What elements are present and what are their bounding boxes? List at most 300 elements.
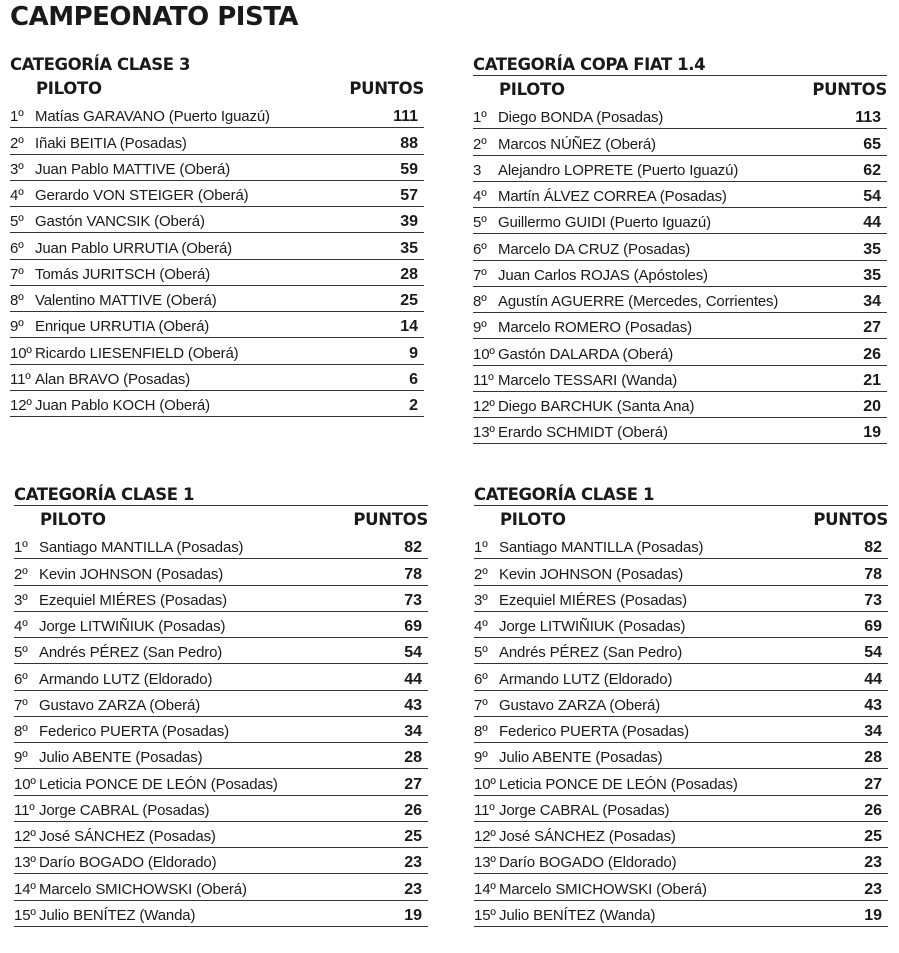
points: 19 xyxy=(864,906,882,924)
points: 59 xyxy=(400,160,418,178)
pilot-name: Agustín AGUERRE (Mercedes, Corrientes) xyxy=(498,293,779,310)
pilot-cell xyxy=(474,854,676,872)
pilot-cell xyxy=(474,776,738,794)
pilot-name: Gustavo ZARZA (Oberá) xyxy=(39,696,201,714)
pilot-cell xyxy=(10,213,205,231)
position: 15º xyxy=(14,906,36,924)
pilot-name: Gastón DALARDA (Oberá) xyxy=(498,345,674,363)
points: 54 xyxy=(863,188,881,205)
pilot-cell xyxy=(14,539,243,557)
table-row xyxy=(10,260,424,286)
pilot-cell xyxy=(474,618,685,636)
pilot-name: Darío BOGADO (Eldorado) xyxy=(499,854,677,872)
position: 2º xyxy=(474,565,488,583)
pilot-name: Jorge CABRAL (Posadas) xyxy=(499,801,670,819)
table-row xyxy=(474,743,888,769)
position: 10º xyxy=(473,345,495,363)
pilot-name: Julio BENÍTEZ (Wanda) xyxy=(39,906,196,924)
pilot-name: Andrés PÉREZ (San Pedro) xyxy=(39,644,223,662)
pilot-name: Santiago MANTILLA (Posadas) xyxy=(499,539,704,557)
pilot-cell xyxy=(474,802,669,820)
pilot-name: Kevin JOHNSON (Posadas) xyxy=(499,565,684,583)
pilot-name: Julio ABENTE (Posadas) xyxy=(39,749,203,767)
position: 6º xyxy=(10,239,24,257)
pilot-cell xyxy=(474,592,687,610)
table-row xyxy=(10,207,424,233)
position: 5º xyxy=(14,644,28,662)
position: 11º xyxy=(473,371,494,389)
table-row xyxy=(14,559,428,585)
position: 9º xyxy=(474,749,488,767)
table-row xyxy=(474,559,888,585)
table-row xyxy=(14,638,428,664)
table-row xyxy=(14,612,428,638)
pilot-name: Enrique URRUTIA (Oberá) xyxy=(35,318,210,336)
pilot-name: Julio BENÍTEZ (Wanda) xyxy=(499,906,656,924)
header-points: PUNTOS xyxy=(813,510,888,529)
points: 44 xyxy=(864,670,882,688)
position: 7º xyxy=(473,266,487,284)
pilot-name: Armando LUTZ (Eldorado) xyxy=(39,670,213,688)
table-row xyxy=(474,848,888,874)
pilot-cell xyxy=(10,266,210,284)
position: 13º xyxy=(473,424,495,442)
position: 4º xyxy=(473,188,487,205)
table-row xyxy=(14,533,428,559)
pilot-cell xyxy=(14,854,216,872)
position: 5º xyxy=(10,213,24,231)
pilot-cell xyxy=(10,161,230,179)
pilot-name: Alejandro LOPRETE (Puerto Iguazú) xyxy=(498,161,739,179)
pilot-cell xyxy=(473,162,738,180)
points: 34 xyxy=(404,723,422,740)
pilot-cell xyxy=(10,135,187,153)
position: 10º xyxy=(474,775,496,793)
pilot-name: Gerardo VON STEIGER (Oberá) xyxy=(35,187,249,204)
points: 26 xyxy=(863,345,881,363)
pilot-name: Marcelo TESSARI (Wanda) xyxy=(498,371,678,389)
table-row xyxy=(474,586,888,612)
column-header xyxy=(473,76,887,103)
points: 43 xyxy=(864,696,882,714)
table-row xyxy=(473,392,887,418)
pilot-name: Marcelo DA CRUZ (Posadas) xyxy=(498,240,691,258)
position: 10º xyxy=(10,344,32,362)
pilot-cell xyxy=(473,346,673,364)
pilot-cell xyxy=(14,881,247,899)
pilot-cell xyxy=(10,108,270,126)
position: 3º xyxy=(474,591,488,609)
pilot-cell xyxy=(473,188,727,206)
pilot-cell xyxy=(473,109,663,127)
pilot-name: José SÁNCHEZ (Posadas) xyxy=(39,828,216,845)
pilot-name: Andrés PÉREZ (San Pedro) xyxy=(499,644,683,662)
position: 1º xyxy=(10,108,24,126)
points: 23 xyxy=(864,880,882,898)
table-row xyxy=(473,208,887,234)
points: 69 xyxy=(404,618,422,635)
table-row xyxy=(474,901,888,927)
pilot-name: Ezequiel MIÉRES (Posadas) xyxy=(499,591,687,609)
table-row xyxy=(473,339,887,365)
points: 27 xyxy=(864,775,882,793)
position: 6º xyxy=(14,670,28,688)
pilot-name: Guillermo GUIDI (Puerto Iguazú) xyxy=(498,214,711,232)
table-row xyxy=(473,418,887,444)
points: 25 xyxy=(400,292,418,309)
pilot-cell xyxy=(14,566,223,584)
table-row xyxy=(14,901,428,927)
table-row xyxy=(10,102,424,128)
pilot-name: Federico PUERTA (Posadas) xyxy=(499,723,689,740)
pilot-name: Martín ÁLVEZ CORREA (Posadas) xyxy=(498,188,727,205)
position: 9º xyxy=(10,318,24,336)
pilot-name: Juan Pablo URRUTIA (Oberá) xyxy=(35,239,233,257)
position: 4º xyxy=(474,618,488,635)
pilot-name: Santiago MANTILLA (Posadas) xyxy=(39,539,244,557)
pilot-cell xyxy=(14,828,216,846)
pilot-name: Federico PUERTA (Posadas) xyxy=(39,723,229,740)
pilot-cell xyxy=(474,697,660,715)
points: 82 xyxy=(404,539,422,557)
pilot-cell xyxy=(10,292,217,310)
table-row xyxy=(14,848,428,874)
table-row xyxy=(14,586,428,612)
points: 26 xyxy=(864,801,882,819)
position: 1º xyxy=(473,109,487,127)
points: 35 xyxy=(863,240,881,258)
pilot-cell xyxy=(474,644,682,662)
position: 6º xyxy=(474,670,488,688)
column-header xyxy=(474,506,888,533)
position: 13º xyxy=(474,854,496,872)
points: 28 xyxy=(400,265,418,283)
header-pilot: PILOTO xyxy=(40,510,106,529)
points: 35 xyxy=(863,266,881,284)
table-row xyxy=(14,796,428,822)
points: 54 xyxy=(404,644,422,662)
table-row xyxy=(14,664,428,690)
pilot-name: Kevin JOHNSON (Posadas) xyxy=(39,565,224,583)
pilot-cell xyxy=(14,907,195,925)
points: 73 xyxy=(864,591,882,609)
points: 2 xyxy=(409,397,418,414)
position: 12º xyxy=(474,828,496,845)
pilot-cell xyxy=(473,136,656,154)
position: 4º xyxy=(10,187,24,204)
pilot-cell xyxy=(474,881,707,899)
pilot-name: Juan Pablo MATTIVE (Oberá) xyxy=(35,160,231,178)
table-row xyxy=(10,155,424,181)
points: 88 xyxy=(400,134,418,152)
position: 3 xyxy=(473,161,482,179)
pilot-cell xyxy=(14,697,200,715)
position: 14º xyxy=(474,880,496,898)
points: 43 xyxy=(404,696,422,714)
table-row xyxy=(473,287,887,313)
pilot-cell xyxy=(474,723,689,741)
table-row xyxy=(10,128,424,154)
pilot-name: Jorge LITWIÑIUK (Posadas) xyxy=(39,618,226,635)
pilot-cell xyxy=(10,397,210,415)
category-title: CATEGORÍA COPA FIAT 1.4 xyxy=(473,54,887,76)
position: 1º xyxy=(474,539,488,557)
position: 5º xyxy=(473,214,487,232)
pilot-cell xyxy=(14,723,229,741)
table-row xyxy=(10,233,424,259)
pilot-name: Marcelo SMICHOWSKI (Oberá) xyxy=(499,880,707,898)
position: 5º xyxy=(474,644,488,662)
points: 28 xyxy=(864,749,882,767)
pilot-name: José SÁNCHEZ (Posadas) xyxy=(499,828,676,845)
pilot-name: Armando LUTZ (Eldorado) xyxy=(499,670,673,688)
table-row xyxy=(14,717,428,743)
pilot-cell xyxy=(473,424,668,442)
pilot-cell xyxy=(10,371,190,389)
pilot-name: Erardo SCHMIDT (Oberá) xyxy=(498,424,668,442)
points: 27 xyxy=(863,319,881,337)
table-row xyxy=(10,312,424,338)
points: 113 xyxy=(855,109,881,127)
table-row xyxy=(474,717,888,743)
position: 8º xyxy=(473,293,487,310)
page-title: CAMPEONATO PISTA xyxy=(10,2,299,32)
table-row xyxy=(473,129,887,155)
points: 34 xyxy=(864,723,882,740)
table-row xyxy=(474,638,888,664)
pilot-name: Diego BARCHUK (Santa Ana) xyxy=(498,398,695,415)
pilot-name: Juan Pablo KOCH (Oberá) xyxy=(35,397,210,414)
header-pilot: PILOTO xyxy=(36,79,102,98)
position: 2º xyxy=(473,135,487,153)
points: 73 xyxy=(404,591,422,609)
pilot-name: Leticia PONCE DE LEÓN (Posadas) xyxy=(499,775,738,793)
table-row xyxy=(14,769,428,795)
category-title: CATEGORÍA CLASE 1 xyxy=(474,484,888,506)
pilot-cell xyxy=(474,749,662,767)
position: 8º xyxy=(14,723,28,740)
points: 26 xyxy=(404,801,422,819)
standings-list xyxy=(473,103,887,444)
points: 19 xyxy=(863,424,881,442)
header-points: PUNTOS xyxy=(349,79,424,98)
position: 2º xyxy=(14,565,28,583)
table-row xyxy=(474,533,888,559)
position: 7º xyxy=(474,696,488,714)
position: 4º xyxy=(14,618,28,635)
points: 9 xyxy=(409,344,418,362)
pilot-cell xyxy=(473,267,708,285)
header-pilot: PILOTO xyxy=(500,510,566,529)
table-row xyxy=(474,796,888,822)
table-row xyxy=(14,874,428,900)
pilot-name: Marcelo SMICHOWSKI (Oberá) xyxy=(39,880,247,898)
points: 28 xyxy=(404,749,422,767)
pilot-name: Matías GARAVANO (Puerto Iguazú) xyxy=(35,108,270,126)
pilot-name: Diego BONDA (Posadas) xyxy=(498,109,664,127)
position: 8º xyxy=(474,723,488,740)
table-row xyxy=(473,261,887,287)
pilot-name: Juan Carlos ROJAS (Apóstoles) xyxy=(498,266,708,284)
points: 57 xyxy=(400,187,418,204)
points: 44 xyxy=(863,214,881,232)
position: 6º xyxy=(473,240,487,258)
pilot-name: Iñaki BEITIA (Posadas) xyxy=(35,134,187,152)
points: 20 xyxy=(863,398,881,415)
table-row xyxy=(10,391,424,417)
pilot-name: Ricardo LIESENFIELD (Oberá) xyxy=(35,344,239,362)
pilot-cell xyxy=(10,318,209,336)
column-header xyxy=(14,506,428,533)
points: 25 xyxy=(864,828,882,845)
position: 15º xyxy=(474,906,496,924)
position: 12º xyxy=(10,397,32,414)
pilot-cell xyxy=(473,319,692,337)
table-row xyxy=(474,769,888,795)
standings-clase-3 xyxy=(10,54,424,417)
position: 8º xyxy=(10,292,24,309)
points: 35 xyxy=(400,239,418,257)
points: 19 xyxy=(404,906,422,924)
points: 44 xyxy=(404,670,422,688)
standings-list xyxy=(474,533,888,927)
points: 34 xyxy=(863,293,881,310)
position: 12º xyxy=(14,828,36,845)
table-row xyxy=(10,181,424,207)
category-title: CATEGORÍA CLASE 1 xyxy=(14,484,428,506)
pilot-cell xyxy=(473,214,711,232)
standings-copa-fiat xyxy=(473,54,887,444)
points: 78 xyxy=(864,565,882,583)
position: 7º xyxy=(10,265,24,283)
header-points: PUNTOS xyxy=(812,80,887,99)
points: 82 xyxy=(864,539,882,557)
table-row xyxy=(473,103,887,129)
position: 12º xyxy=(473,398,495,415)
points: 23 xyxy=(404,854,422,872)
position: 11º xyxy=(14,801,35,819)
pilot-name: Valentino MATTIVE (Oberá) xyxy=(35,292,217,309)
table-row xyxy=(473,366,887,392)
table-row xyxy=(10,338,424,364)
position: 9º xyxy=(14,749,28,767)
table-row xyxy=(474,874,888,900)
points: 39 xyxy=(400,213,418,231)
pilot-cell xyxy=(14,776,278,794)
pilot-cell xyxy=(14,802,209,820)
pilot-cell xyxy=(473,398,694,416)
points: 14 xyxy=(400,318,418,336)
pilot-cell xyxy=(10,240,232,258)
standings-list xyxy=(14,533,428,927)
pilot-cell xyxy=(10,187,249,205)
table-row xyxy=(474,822,888,848)
points: 78 xyxy=(404,565,422,583)
table-row xyxy=(473,313,887,339)
table-row xyxy=(14,743,428,769)
column-header xyxy=(10,75,424,102)
standings-list xyxy=(10,102,424,417)
points: 23 xyxy=(404,880,422,898)
table-row xyxy=(474,612,888,638)
pilot-name: Tomás JURITSCH (Oberá) xyxy=(35,265,211,283)
points: 25 xyxy=(404,828,422,845)
table-row xyxy=(10,286,424,312)
pilot-name: Marcelo ROMERO (Posadas) xyxy=(498,319,692,337)
position: 10º xyxy=(14,775,36,793)
pilot-name: Gustavo ZARZA (Oberá) xyxy=(499,696,661,714)
pilot-name: Jorge LITWIÑIUK (Posadas) xyxy=(499,618,686,635)
pilot-cell xyxy=(473,293,778,311)
pilot-cell xyxy=(473,372,677,390)
pilot-cell xyxy=(14,618,225,636)
pilot-cell xyxy=(10,345,239,363)
pilot-name: Julio ABENTE (Posadas) xyxy=(499,749,663,767)
header-pilot: PILOTO xyxy=(499,80,565,99)
pilot-cell xyxy=(474,566,683,584)
pilot-name: Leticia PONCE DE LEÓN (Posadas) xyxy=(39,775,278,793)
position: 9º xyxy=(473,319,487,337)
position: 14º xyxy=(14,880,36,898)
pilot-cell xyxy=(474,907,655,925)
table-row xyxy=(473,182,887,208)
table-row xyxy=(473,156,887,182)
pilot-name: Gastón VANCSIK (Oberá) xyxy=(35,213,205,231)
pilot-cell xyxy=(474,539,703,557)
position: 11º xyxy=(10,370,31,388)
points: 69 xyxy=(864,618,882,635)
points: 65 xyxy=(863,135,881,153)
points: 54 xyxy=(864,644,882,662)
pilot-name: Darío BOGADO (Eldorado) xyxy=(39,854,217,872)
points: 27 xyxy=(404,775,422,793)
points: 21 xyxy=(863,371,881,389)
points: 111 xyxy=(393,108,418,126)
position: 7º xyxy=(14,696,28,714)
table-row xyxy=(473,234,887,260)
pilot-name: Ezequiel MIÉRES (Posadas) xyxy=(39,591,227,609)
pilot-cell xyxy=(14,671,212,689)
category-title: CATEGORÍA CLASE 3 xyxy=(10,55,191,74)
header-points: PUNTOS xyxy=(353,510,428,529)
standings-clase-1-right xyxy=(474,484,888,927)
table-row xyxy=(10,365,424,391)
table-row xyxy=(14,691,428,717)
pilot-cell xyxy=(474,828,676,846)
position: 11º xyxy=(474,801,495,819)
table-row xyxy=(474,691,888,717)
points: 23 xyxy=(864,854,882,872)
table-row xyxy=(14,822,428,848)
position: 2º xyxy=(10,134,24,152)
pilot-name: Marcos NÚÑEZ (Oberá) xyxy=(498,135,656,153)
points: 62 xyxy=(863,161,881,179)
standings-clase-1-left xyxy=(14,484,428,927)
position: 3º xyxy=(14,591,28,609)
position: 1º xyxy=(14,539,28,557)
position: 3º xyxy=(10,160,24,178)
pilot-cell xyxy=(473,241,690,259)
table-row xyxy=(474,664,888,690)
position: 13º xyxy=(14,854,36,872)
pilot-name: Alan BRAVO (Posadas) xyxy=(35,370,191,388)
pilot-cell xyxy=(14,592,227,610)
pilot-cell xyxy=(474,671,672,689)
pilot-name: Jorge CABRAL (Posadas) xyxy=(39,801,210,819)
points: 6 xyxy=(409,370,418,388)
pilot-cell xyxy=(14,749,202,767)
pilot-cell xyxy=(14,644,222,662)
